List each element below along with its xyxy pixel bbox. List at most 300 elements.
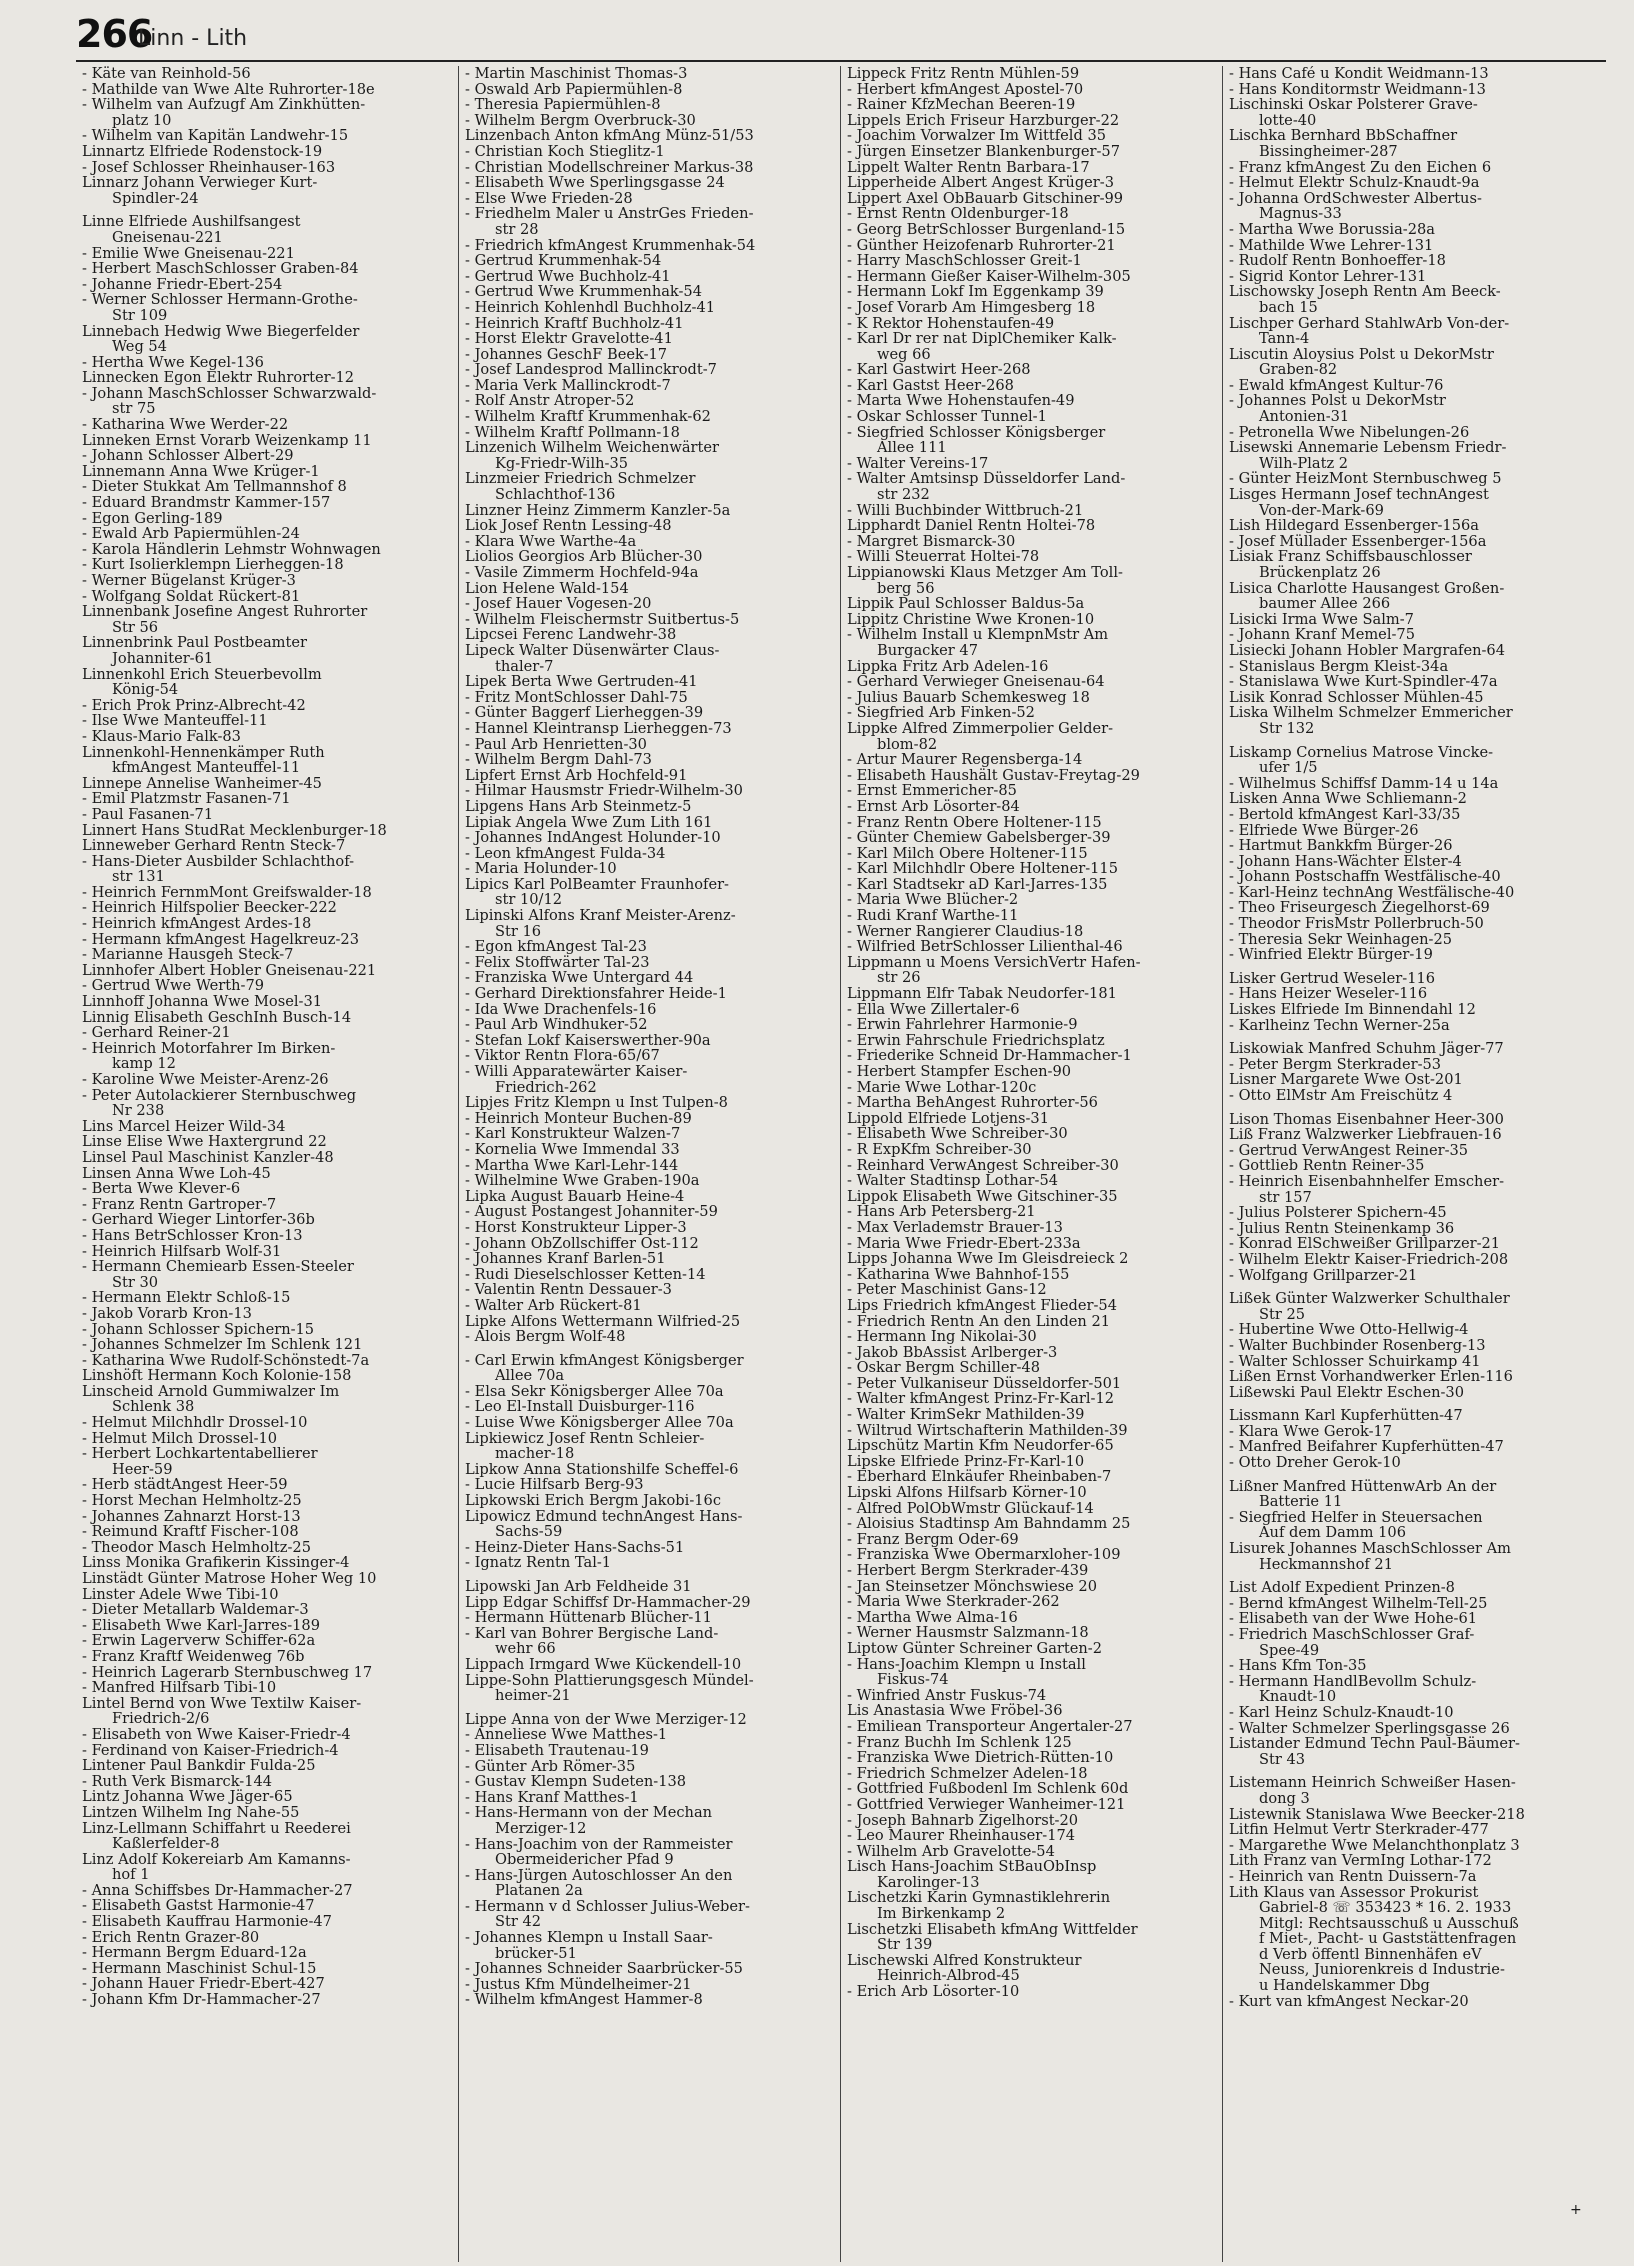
directory-entry: - Theodor Masch Helmholtz-25 [82, 1539, 311, 1556]
directory-entry: - Erich Prok Prinz-Albrecht-42 [82, 697, 306, 714]
directory-entry: Linnert Hans StudRat Mecklenburger-18 [82, 822, 387, 839]
page-range: Linn - Lith [138, 26, 248, 51]
directory-entry: Linnecken Egon Elektr Ruhrorter-12 [82, 370, 355, 386]
directory-entry: Lisicki Irma Wwe Salm-7 [1229, 611, 1414, 628]
entry-continuation: Von-der-Mark-69 [1259, 502, 1384, 519]
directory-entry: - Gerhard Direktionsfahrer Heide-1 [465, 986, 727, 1002]
directory-column-1 [76, 66, 458, 2262]
directory-entry: - Julius Polsterer Spichern-45 [1229, 1205, 1447, 1221]
directory-entry: Linscheid Arnold Gummiwalzer Im [82, 1383, 340, 1400]
directory-entry: - Elisabeth van der Wwe Hohe-61 [1229, 1611, 1478, 1627]
directory-entry: - Bertold kfmAngest Karl-33/35 [1229, 806, 1461, 823]
directory-entry: - Josef Schlosser Rheinhauser-163 [82, 159, 336, 176]
directory-entry: List Adolf Expedient Prinzen-8 [1229, 1580, 1455, 1596]
directory-entry: - Julius Rentn Steinenkamp 36 [1229, 1220, 1455, 1237]
directory-entry: Lipkiewicz Josef Rentn Schleier- [465, 1430, 705, 1447]
directory-entry: - Stanislawa Wwe Kurt-Spindler-47a [1229, 674, 1498, 690]
directory-entry: - Karl Dr rer nat DiplChemiker Kalk- [847, 331, 1117, 347]
directory-entry: - Rudi Dieselschlosser Ketten-14 [465, 1266, 706, 1283]
directory-entry: - Karl Gastwirt Heer-268 [847, 362, 1031, 378]
directory-entry: Lippe Anna von der Wwe Merziger-12 [465, 1711, 747, 1728]
directory-entry: - Hans Arb Petersberg-21 [847, 1204, 1036, 1220]
directory-entry: - Gottlieb Rentn Reiner-35 [1229, 1158, 1425, 1174]
entry-continuation: Karolinger-13 [877, 1874, 980, 1891]
directory-entry: - Leon kfmAngest Fulda-34 [465, 845, 666, 862]
directory-entry: Lischetzki Karin Gymnastiklehrerin [847, 1890, 1111, 1907]
directory-entry: - Erich Rentn Grazer-80 [82, 1929, 260, 1946]
directory-entry: - Franz Buchh Im Schlenk 125 [847, 1734, 1072, 1751]
directory-entry: - Gottfried Verwieger Wanheimer-121 [847, 1796, 1126, 1813]
directory-entry: - Justus Kfm Mündelheimer-21 [465, 1976, 692, 1993]
directory-entry: Linzenbach Anton kfmAng Münz-51/53 [465, 128, 754, 144]
directory-entry: - Elisabeth Trautenau-19 [465, 1742, 649, 1759]
directory-entry: - Anneliese Wwe Matthes-1 [465, 1727, 668, 1743]
directory-entry: - Jakob BbAssist Arlberger-3 [847, 1344, 1058, 1361]
directory-entry: - Christian Modellschreiner Markus-38 [465, 159, 754, 176]
entry-continuation: Heinrich-Albrod-45 [877, 1968, 1020, 1985]
directory-entry: Litfin Helmut Vertr Sterkrader-477 [1229, 1822, 1489, 1838]
directory-entry: - Heinrich kfmAngest Ardes-18 [82, 916, 312, 932]
directory-entry: - Ewald Arb Papiermühlen-24 [82, 526, 300, 542]
directory-entry: - Horst Elektr Gravelotte-41 [465, 331, 673, 347]
directory-entry: - Walter Schmelzer Sperlingsgasse 26 [1229, 1720, 1510, 1737]
directory-entry: - Valentin Rentn Dessauer-3 [465, 1282, 672, 1298]
directory-entry: - Heinrich Hilfsarb Wolf-31 [82, 1243, 282, 1260]
directory-entry: - Theresia Papiermühlen-8 [465, 97, 661, 113]
directory-entry: Linne Elfriede Aushilfsangest [82, 214, 301, 230]
directory-entry: Lissmann Karl Kupferhütten-47 [1229, 1408, 1463, 1424]
entry-gap [1229, 1471, 1598, 1479]
directory-entry: - Heinrich van Rentn Duissern-7a [1229, 1868, 1477, 1885]
directory-entry: Lisker Gertrud Weseler-116 [1229, 970, 1436, 987]
entry-continuation: Str 56 [112, 619, 159, 636]
entry-continuation: Kg-Friedr-Wilh-35 [495, 455, 629, 472]
entry-continuation: Kaßlerfelder-8 [112, 1836, 220, 1852]
directory-entry: - Gertrud Wwe Werth-79 [82, 978, 265, 995]
directory-entry: - Konrad ElSchweißer Grillparzer-21 [1229, 1236, 1501, 1252]
entry-continuation: Str 109 [112, 307, 168, 324]
directory-entry: - Vasile Zimmerm Hochfeld-94a [465, 565, 699, 581]
directory-entry: - Artur Maurer Regensberga-14 [847, 752, 1083, 768]
directory-entry: Lippach Irmgard Wwe Kückendell-10 [465, 1656, 742, 1673]
directory-entry: Linnenkohl-Hennenkämper Ruth [82, 744, 325, 761]
directory-entry: Lintel Bernd von Wwe Textilw Kaiser- [82, 1695, 362, 1712]
directory-entry: - Ida Wwe Drachenfels-16 [465, 1001, 657, 1018]
directory-entry: - Elisabeth Gastst Harmonie-47 [82, 1898, 315, 1915]
directory-entry: - Ferdinand von Kaiser-Friedrich-4 [82, 1742, 339, 1759]
directory-entry: - Sigrid Kontor Lehrer-131 [1229, 268, 1427, 285]
directory-entry: - Erwin Lagerverw Schiffer-62a [82, 1633, 316, 1649]
directory-entry: - Maria Wwe Blücher-2 [847, 892, 1019, 909]
directory-entry: - Werner Bügelanst Krüger-3 [82, 573, 296, 589]
entry-continuation: Str 139 [877, 1937, 933, 1953]
directory-entry: Linz Adolf Kokereiarb Am Kamanns- [82, 1851, 351, 1868]
directory-entry: - Johanne Friedr-Ebert-254 [82, 276, 283, 293]
directory-entry: - Klara Wwe Gerok-17 [1229, 1423, 1393, 1440]
directory-entry: Lißner Manfred HüttenwArb An der [1229, 1478, 1497, 1495]
directory-entry: - Eduard Brandmstr Kammer-157 [82, 495, 331, 511]
entry-gap [465, 1345, 834, 1353]
directory-entry: - Klaus-Mario Falk-83 [82, 728, 241, 745]
directory-entry: - Franz Kraftf Weidenweg 76b [82, 1648, 305, 1665]
directory-entry: - Günter Arb Römer-35 [465, 1758, 636, 1775]
directory-entry: - Johann Schlosser Spichern-15 [82, 1321, 315, 1338]
directory-entry: - Hermann HandlBevollm Schulz- [1229, 1673, 1477, 1690]
directory-entry: - Jakob Vorarb Kron-13 [82, 1305, 252, 1322]
directory-entry: - Margarethe Wwe Melanchthonplatz 3 [1229, 1837, 1520, 1854]
directory-entry: - Hilmar Hausmstr Friedr-Wilhelm-30 [465, 783, 743, 799]
directory-entry: - Peter Vulkaniseur Düsseldorfer-501 [847, 1375, 1122, 1392]
directory-entry: Lipinski Alfons Kranf Meister-Arenz- [465, 908, 736, 924]
directory-entry: - Horst Mechan Helmholtz-25 [82, 1493, 302, 1509]
directory-entry: - Karl Gastst Heer-268 [847, 377, 1014, 394]
directory-entry: Linsel Paul Maschinist Kanzler-48 [82, 1149, 334, 1166]
entry-continuation: d Verb öffentl Binnenhäfen eV [1259, 1946, 1482, 1963]
directory-entry: Linnig Elisabeth GeschInh Busch-14 [82, 1009, 352, 1026]
directory-entry: - Anna Schiffsbes Dr-Hammacher-27 [82, 1882, 353, 1899]
directory-entry: Lipjes Fritz Klempn u Inst Tulpen-8 [465, 1095, 728, 1111]
directory-entry: - Heinrich Eisenbahnhelfer Emscher- [1229, 1173, 1504, 1190]
directory-entry: - Berta Wwe Klever-6 [82, 1181, 241, 1197]
directory-entry: - Franz Bergm Oder-69 [847, 1531, 1019, 1548]
entry-continuation: Obermeidericher Pfad 9 [495, 1852, 674, 1868]
directory-entry: Lischka Bernhard BbSchaffner [1229, 128, 1458, 144]
directory-entry: - Katharina Wwe Bahnhof-155 [847, 1266, 1070, 1283]
directory-entry: - Hermann Ing Nikolai-30 [847, 1329, 1037, 1345]
directory-entry: - Karl van Bohrer Bergische Land- [465, 1625, 719, 1642]
directory-entry: - Ernst Arb Lösorter-84 [847, 798, 1020, 815]
directory-entry: Lippelt Walter Rentn Barbara-17 [847, 159, 1090, 176]
directory-entry: - Günter HeizMont Sternbuschweg 5 [1229, 471, 1502, 488]
directory-entry: Lippke Alfred Zimmerpolier Gelder- [847, 720, 1114, 737]
entry-continuation: Merziger-12 [495, 1820, 587, 1837]
directory-entry: - Hermann Maschinist Schul-15 [82, 1960, 317, 1977]
directory-entry: - Stanislaus Bergm Kleist-34a [1229, 658, 1449, 675]
directory-entry: - Carl Erwin kfmAngest Königsberger [465, 1352, 744, 1369]
directory-entry: Linstädt Günter Matrose Hoher Weg 10 [82, 1571, 377, 1587]
directory-entry: Lith Klaus van Assessor Prokurist [1229, 1884, 1479, 1901]
directory-entry: - Maria Verk Mallinckrodt-7 [465, 377, 671, 394]
entry-continuation: Heckmannshof 21 [1259, 1556, 1394, 1573]
directory-entry: Lischinski Oskar Polsterer Grave- [1229, 97, 1478, 113]
directory-entry: - Horst Konstrukteur Lipper-3 [465, 1219, 687, 1236]
directory-entry: - Wilhelm Kraftf Krummenhak-62 [465, 409, 711, 425]
directory-entry: - Heinrich Hilfspolier Beecker-222 [82, 900, 337, 917]
directory-entry: - Heinrich Lagerarb Sternbuschweg 17 [82, 1664, 373, 1681]
directory-entry: Lippe-Sohn Plattierungsgesch Mündel- [465, 1672, 754, 1689]
entry-continuation: Friedrich-262 [495, 1079, 597, 1096]
directory-entry: - Elisabeth Wwe Karl-Jarres-189 [82, 1617, 320, 1634]
directory-entry: - Oskar Bergm Schiller-48 [847, 1360, 1041, 1376]
directory-entry: Lipkow Anna Stationshilfe Scheffel-6 [465, 1461, 739, 1478]
directory-entry: Lips Friedrich kfmAngest Flieder-54 [847, 1297, 1117, 1314]
directory-entry: Lippmann u Moens VersichVertr Hafen- [847, 954, 1141, 971]
directory-entry: - Kurt Isolierklempn Lierheggen-18 [82, 557, 344, 573]
directory-entry: - Franz kfmAngest Zu den Eichen 6 [1229, 159, 1492, 176]
entry-continuation: Neuss, Juniorenkreis d Industrie- [1259, 1962, 1505, 1979]
directory-entry: - Rolf Anstr Atroper-52 [465, 393, 635, 410]
directory-entry: - Egon kfmAngest Tal-23 [465, 939, 647, 955]
directory-entry: - Emilie Wwe Gneisenau-221 [82, 245, 295, 262]
directory-entry: Lipgens Hans Arb Steinmetz-5 [465, 798, 692, 815]
directory-entry: - Walter Amtsinsp Düsseldorfer Land- [847, 471, 1126, 488]
directory-entry: - Herbert Lochkartentabellierer [82, 1446, 318, 1462]
directory-entry: - Ella Wwe Zillertaler-6 [847, 1001, 1020, 1018]
directory-entry: - Oswald Arb Papiermühlen-8 [465, 81, 683, 98]
directory-entry: Lippert Axel ObBauarb Gitschiner-99 [847, 190, 1124, 207]
entry-continuation: str 26 [877, 970, 921, 987]
directory-entry: Linneweber Gerhard Rentn Steck-7 [82, 838, 346, 854]
directory-entry: Liskowiak Manfred Schuhm Jäger-77 [1229, 1041, 1504, 1057]
entry-continuation: Schlenk 38 [112, 1399, 195, 1416]
directory-entry: - Franziska Wwe Dietrich-Rütten-10 [847, 1750, 1114, 1766]
directory-entry: - Hans-Joachim von der Rammeister [465, 1836, 733, 1853]
directory-entry: Lish Hildegard Essenberger-156a [1229, 518, 1479, 534]
directory-entry: - Luise Wwe Königsberger Allee 70a [465, 1415, 734, 1431]
directory-entry: - Wilfried BetrSchlosser Lilienthal-46 [847, 939, 1123, 955]
directory-entry: Lipperheide Albert Angest Krüger-3 [847, 175, 1114, 191]
directory-entry: - Wilhelm Arb Gravelotte-54 [847, 1843, 1055, 1860]
entry-continuation: blom-82 [877, 736, 938, 753]
entry-continuation: Allee 111 [877, 440, 947, 456]
directory-entry: - Karlheinz Techn Werner-25a [1229, 1017, 1450, 1034]
directory-entry: - Franziska Wwe Obermarxloher-109 [847, 1547, 1121, 1563]
directory-column-4 [1222, 66, 1604, 2262]
directory-entry: - Ernst Rentn Oldenburger-18 [847, 206, 1069, 222]
directory-entry: - Wilhelm van Kapitän Landwehr-15 [82, 128, 349, 144]
directory-entry: - Gertrud VerwAngest Reiner-35 [1229, 1142, 1469, 1159]
directory-entry: - Wilhelm Bergm Overbruck-30 [465, 112, 696, 129]
directory-entry: - Werner Hausmstr Salzmann-18 [847, 1625, 1089, 1641]
directory-entry: - Elisabeth von Wwe Kaiser-Friedr-4 [82, 1726, 351, 1743]
directory-entry: - Gerhard Verwieger Gneisenau-64 [847, 674, 1105, 690]
directory-entry: Lipowski Jan Arb Feldheide 31 [465, 1579, 692, 1595]
entry-continuation: Knaudt-10 [1259, 1689, 1337, 1705]
entry-continuation: Fiskus-74 [877, 1672, 949, 1688]
directory-entry: - Marie Wwe Lothar-120c [847, 1079, 1037, 1096]
directory-entry: - Klara Wwe Warthe-4a [465, 533, 637, 550]
directory-entry: - Joseph Bahnarb Zigelhorst-20 [847, 1812, 1079, 1829]
directory-entry: Linnepe Annelise Wanheimer-45 [82, 775, 322, 792]
directory-entry: Listander Edmund Techn Paul-Bäumer- [1229, 1736, 1520, 1752]
directory-entry: - Rainer KfzMechan Beeren-19 [847, 97, 1076, 113]
directory-entry: - Emil Platzmstr Fasanen-71 [82, 791, 291, 807]
directory-entry: Lipske Elfriede Prinz-Fr-Karl-10 [847, 1453, 1085, 1470]
directory-entry: Linsen Anna Wwe Loh-45 [82, 1165, 271, 1182]
directory-entry: Lisurek Johannes MaschSchlosser Am [1229, 1541, 1511, 1557]
directory-entry: Lipkowski Erich Bergm Jakobi-16c [465, 1493, 721, 1509]
directory-entry: - Petronella Wwe Nibelungen-26 [1229, 424, 1470, 441]
directory-entry: - Siegfried Arb Finken-52 [847, 705, 1035, 721]
directory-entry: - Friedrich Rentn An den Linden 21 [847, 1313, 1111, 1330]
directory-entry: Lisiecki Johann Hobler Margrafen-64 [1229, 642, 1505, 659]
page-number: 266 [76, 12, 153, 56]
entry-continuation: ufer 1/5 [1259, 760, 1318, 776]
entry-gap [1229, 1033, 1598, 1041]
directory-entry: - Josef Landesprod Mallinckrodt-7 [465, 362, 717, 378]
directory-entry: - Paul Arb Henrietten-30 [465, 736, 647, 753]
directory-entry: Liscutin Aloysius Polst u DekorMstr [1229, 346, 1494, 363]
directory-entry: Liptow Günter Schreiner Garten-2 [847, 1640, 1103, 1657]
entry-gap [1229, 737, 1598, 745]
entry-continuation: Mitgl: Rechtsausschuß u Ausschuß [1259, 1915, 1519, 1932]
directory-entry: - Mathilde van Wwe Alte Ruhrorter-18e [82, 81, 375, 98]
directory-entry: Lippok Elisabeth Wwe Gitschiner-35 [847, 1188, 1118, 1205]
directory-entry: - Jürgen Einsetzer Blankenburger-57 [847, 143, 1121, 160]
directory-entry: - Katharina Wwe Rudolf-Schönstedt-7a [82, 1352, 370, 1369]
directory-entry: - Jan Steinsetzer Mönchswiese 20 [847, 1578, 1097, 1595]
directory-entry: - Hermann Bergm Eduard-12a [82, 1945, 307, 1961]
directory-entry: - Margret Bismarck-30 [847, 533, 1016, 550]
directory-entry: - Mathilde Wwe Lehrer-131 [1229, 237, 1434, 254]
entry-gap [82, 206, 452, 214]
entry-continuation: Graben-82 [1259, 362, 1338, 378]
directory-entry: - Wilhelm Elektr Kaiser-Friedrich-208 [1229, 1251, 1509, 1268]
directory-entry: - Maria Wwe Friedr-Ebert-233a [847, 1235, 1081, 1252]
directory-entry: - Hubertine Wwe Otto-Hellwig-4 [1229, 1322, 1469, 1338]
directory-entry: - Hans-Dieter Ausbilder Schlachthof- [82, 853, 355, 870]
directory-entry: Lisner Margarete Wwe Ost-201 [1229, 1072, 1463, 1088]
directory-entry: - Karola Händlerin Lehmstr Wohnwagen [82, 541, 381, 558]
directory-entry: - Johannes Schneider Saarbrücker-55 [465, 1961, 743, 1977]
directory-entry: - Heinrich Monteur Buchen-89 [465, 1110, 692, 1127]
entry-continuation: weg 66 [877, 346, 931, 363]
entry-continuation: str 28 [495, 221, 539, 238]
directory-columns [76, 66, 1606, 2262]
directory-entry: - Heinrich FernmMont Greifswalder-18 [82, 884, 372, 901]
entry-gap [1229, 963, 1598, 971]
directory-entry: Lion Helene Wald-154 [465, 580, 629, 597]
directory-entry: - Friedrich MaschSchlosser Graf- [1229, 1627, 1475, 1643]
directory-entry: - Gottfried Fußbodenl Im Schlenk 60d [847, 1781, 1129, 1797]
directory-entry: - Lucie Hilfsarb Berg-93 [465, 1477, 644, 1494]
directory-entry: - Ilse Wwe Manteuffel-11 [82, 713, 268, 729]
directory-entry: Linnhoff Johanna Wwe Mosel-31 [82, 994, 323, 1010]
directory-entry: Lipps Johanna Wwe Im Gleisdreieck 2 [847, 1251, 1129, 1267]
directory-entry: Liß Franz Walzwerker Liebfrauen-16 [1229, 1127, 1502, 1143]
directory-entry: - Christian Koch Stieglitz-1 [465, 143, 665, 160]
directory-entry: - Maria Wwe Sterkrader-262 [847, 1594, 1060, 1610]
directory-entry: Linnhofer Albert Hobler Gneisenau-221 [82, 962, 377, 979]
directory-entry: Linnarz Johann Verwieger Kurt- [82, 175, 318, 191]
entry-continuation: str 75 [112, 401, 156, 418]
entry-continuation: Magnus-33 [1259, 206, 1342, 222]
directory-entry: - Johann ObZollschiffer Ost-112 [465, 1235, 699, 1252]
directory-entry: - Werner Schlosser Hermann-Grothe- [82, 292, 358, 308]
directory-entry: - Viktor Rentn Flora-65/67 [465, 1048, 660, 1064]
directory-entry: - Stefan Lokf Kaiserswerther-90a [465, 1032, 711, 1049]
directory-entry: Lischetzki Elisabeth kfmAng Wittfelder [847, 1921, 1138, 1938]
directory-entry: - Marianne Hausgeh Steck-7 [82, 947, 294, 963]
entry-continuation: Str 42 [495, 1914, 542, 1931]
directory-entry: - Wilhelmus Schiffsf Damm-14 u 14a [1229, 775, 1499, 792]
directory-entry: - Hermann Gießer Kaiser-Wilhelm-305 [847, 268, 1131, 285]
entry-continuation: str 131 [112, 869, 165, 885]
entry-continuation: Str 43 [1259, 1751, 1306, 1768]
directory-entry: - Josef Müllader Essenberger-156a [1229, 533, 1487, 550]
entry-continuation: bach 15 [1259, 299, 1318, 316]
entry-gap [1229, 1400, 1598, 1408]
directory-entry: - Oskar Schlosser Tunnel-1 [847, 409, 1047, 425]
directory-entry: Lipics Karl PolBeamter Fraunhofer- [465, 876, 729, 893]
entry-continuation: macher-18 [495, 1446, 575, 1462]
entry-continuation: Wilh-Platz 2 [1259, 455, 1349, 472]
directory-entry: Lippik Paul Schlosser Baldus-5a [847, 596, 1085, 612]
directory-entry: - Erwin Fahrlehrer Harmonie-9 [847, 1017, 1078, 1033]
entry-gap [1229, 1572, 1598, 1580]
directory-entry: - Hans Konditormstr Weidmann-13 [1229, 81, 1486, 98]
directory-entry: Lisewski Annemarie Lebensm Friedr- [1229, 440, 1507, 456]
directory-entry: - Johann Postschaffn Westfälische-40 [1229, 869, 1501, 885]
directory-entry: - Bernd kfmAngest Wilhelm-Tell-25 [1229, 1595, 1488, 1612]
directory-entry: Lißen Ernst Vorhandwerker Erlen-116 [1229, 1369, 1513, 1385]
directory-entry: - Theodor FrisMstr Pollerbruch-50 [1229, 916, 1484, 932]
directory-entry: - Johann Hauer Friedr-Ebert-427 [82, 1976, 325, 1993]
directory-entry: - Karl Milchhdlr Obere Holtener-115 [847, 861, 1119, 877]
directory-entry: Lisch Hans-Joachim StBauObInsp [847, 1859, 1097, 1875]
directory-entry: - Günter Baggerf Lierheggen-39 [465, 705, 704, 721]
entry-continuation: Str 25 [1259, 1306, 1306, 1323]
directory-entry: Linse Elise Wwe Haxtergrund 22 [82, 1134, 327, 1150]
directory-entry: - Rudi Kranf Warthe-11 [847, 908, 1019, 924]
directory-entry: Lisica Charlotte Hausangest Großen- [1229, 580, 1505, 597]
directory-entry: Listemann Heinrich Schweißer Hasen- [1229, 1775, 1516, 1791]
entry-continuation: Gneisenau-221 [112, 229, 223, 246]
entry-continuation: str 232 [877, 487, 930, 503]
directory-column-2 [458, 66, 840, 2262]
directory-entry: Linshöft Hermann Koch Kolonie-158 [82, 1368, 352, 1384]
directory-entry: - Theo Friseurgesch Ziegelhorst-69 [1229, 900, 1490, 917]
directory-entry: - Hermann v d Schlosser Julius-Weber- [465, 1898, 750, 1915]
directory-entry: - Herbert MaschSchlosser Graben-84 [82, 261, 359, 277]
directory-entry: Lippka Fritz Arb Adelen-16 [847, 658, 1049, 675]
directory-entry: Liska Wilhelm Schmelzer Emmericher [1229, 705, 1513, 721]
directory-entry: Linzenich Wilhelm Weichenwärter [465, 440, 719, 456]
directory-entry: - Willi Buchbinder Wittbruch-21 [847, 502, 1084, 519]
directory-entry: - August Postangest Johanniter-59 [465, 1204, 718, 1220]
directory-entry: - Otto Dreher Gerok-10 [1229, 1455, 1401, 1471]
directory-entry: Lipek Berta Wwe Gertruden-41 [465, 674, 698, 690]
directory-entry: - Johannes Polst u DekorMstr [1229, 393, 1446, 410]
directory-entry: - Hertha Wwe Kegel-136 [82, 354, 264, 371]
directory-entry: - Hans-Hermann von der Mechan [465, 1805, 713, 1821]
directory-entry: Lippianowski Klaus Metzger Am Toll- [847, 565, 1123, 581]
directory-entry: - Walter KrimSekr Mathilden-39 [847, 1407, 1085, 1423]
entry-continuation: Johanniter-61 [112, 650, 214, 667]
directory-entry: Lipka August Bauarb Heine-4 [465, 1188, 685, 1205]
directory-entry: - Martha Wwe Borussia-28a [1229, 221, 1435, 238]
entry-continuation: berg 56 [877, 580, 935, 597]
page-header [76, 10, 1606, 62]
directory-entry: Lipowicz Edmund technAngest Hans- [465, 1508, 743, 1525]
directory-entry: - Reinhard VerwAngest Schreiber-30 [847, 1157, 1119, 1174]
directory-entry: - Leo El-Install Duisburger-116 [465, 1399, 695, 1416]
directory-entry: Lißek Günter Walzwerker Schulthaler [1229, 1291, 1510, 1307]
directory-entry: - Dieter Metallarb Waldemar-3 [82, 1602, 309, 1618]
directory-entry: - Wilhelm van Aufzugf Am Zinkhütten- [82, 97, 366, 113]
directory-entry: - Georg BetrSchlosser Burgenland-15 [847, 221, 1126, 238]
directory-entry: - Günter Chemiew Gabelsberger-39 [847, 830, 1111, 846]
directory-entry: - Herbert Bergm Sterkrader-439 [847, 1563, 1089, 1579]
directory-entry: - Wilhelm Fleischermstr Suitbertus-5 [465, 611, 740, 628]
directory-entry: - Hannel Kleintransp Lierheggen-73 [465, 720, 732, 737]
directory-entry: - Gertrud Wwe Krummenhak-54 [465, 284, 703, 300]
entry-continuation: hof 1 [112, 1867, 150, 1883]
directory-entry: - Ernst Emmericher-85 [847, 783, 1017, 799]
directory-entry: Lippitz Christine Wwe Kronen-10 [847, 611, 1095, 628]
directory-entry: - Else Wwe Frieden-28 [465, 190, 633, 207]
directory-entry: - Julius Bauarb Schemkesweg 18 [847, 689, 1090, 706]
